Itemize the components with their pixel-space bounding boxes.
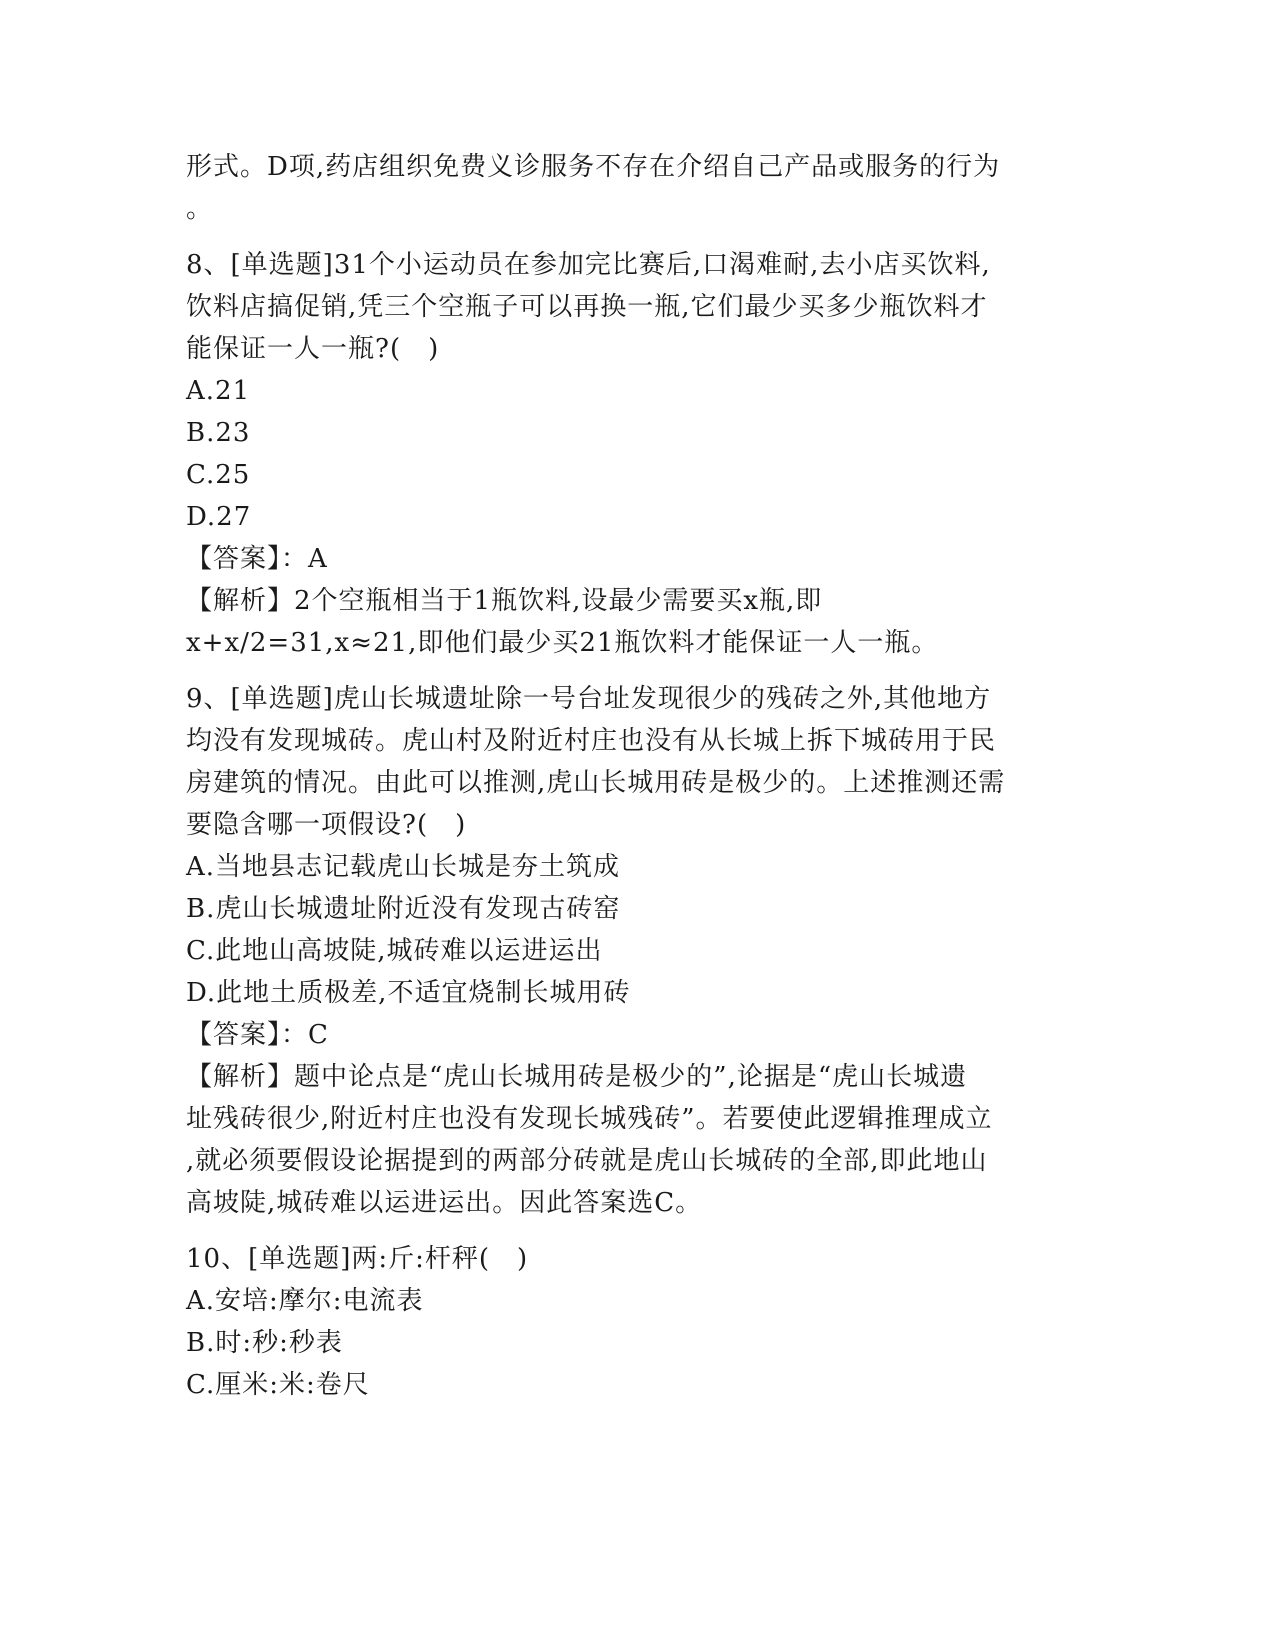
text-line: 。 xyxy=(186,194,214,224)
question-stem: 9、[单选题]虎山长城遗址除一号台址发现很少的残砖之外,其他地方 xyxy=(186,684,992,714)
answer-line: 【答案】：C xyxy=(186,1020,329,1050)
option-b: B.23 xyxy=(186,418,251,448)
question-stem: 房建筑的情况。由此可以推测,虎山长城用砖是极少的。上述推测还需 xyxy=(186,768,1006,798)
question-stem: 要隐含哪一项假设?( ) xyxy=(186,810,467,840)
question-stem: 10、[单选题]两:斤:杆秤( ) xyxy=(186,1244,529,1274)
question-stem: 饮料店搞促销,凭三个空瓶子可以再换一瓶,它们最少买多少瓶饮料才 xyxy=(186,292,988,322)
option-a: A.安培:摩尔:电流表 xyxy=(186,1286,424,1316)
option-a: A.21 xyxy=(186,376,251,406)
question-10 xyxy=(186,1238,1076,1406)
question-8 xyxy=(186,244,1076,664)
option-d: D.此地土质极差,不适宜烧制长城用砖 xyxy=(186,978,631,1008)
text-line: 形式。D项,药店组织免费义诊服务不存在介绍自己产品或服务的行为 xyxy=(186,152,1001,182)
analysis-line: 【解析】题中论点是“虎山长城用砖是极少的”,论据是“虎山长城遗 xyxy=(186,1062,968,1092)
option-c: C.此地山高坡陡,城砖难以运进运出 xyxy=(186,936,603,966)
analysis-line: ,就必须要假设论据提到的两部分砖就是虎山长城砖的全部,即此地山 xyxy=(186,1146,988,1176)
document-page xyxy=(186,146,1076,1406)
analysis-line: 高坡陡,城砖难以运进运出。因此答案选C。 xyxy=(186,1188,703,1218)
option-d: D.27 xyxy=(186,502,252,532)
question-9 xyxy=(186,678,1076,1224)
option-b: B.虎山长城遗址附近没有发现古砖窑 xyxy=(186,894,621,924)
option-c: C.25 xyxy=(186,460,251,490)
question-stem: 能保证一人一瓶?( ) xyxy=(186,334,440,364)
option-b: B.时:秒:秒表 xyxy=(186,1328,343,1358)
continuation-text xyxy=(186,146,1076,230)
answer-line: 【答案】：A xyxy=(186,544,328,574)
analysis-line: x+x/2=31,x≈21,即他们最少买21瓶饮料才能保证一人一瓶。 xyxy=(186,628,939,658)
question-stem: 均没有发现城砖。虎山村及附近村庄也没有从长城上拆下城砖用于民 xyxy=(186,726,997,756)
option-a: A.当地县志记载虎山长城是夯土筑成 xyxy=(186,852,621,882)
question-stem: 8、[单选题]31个小运动员在参加完比赛后,口渴难耐,去小店买饮料, xyxy=(186,250,991,280)
analysis-line: 址残砖很少,附近村庄也没有发现长城残砖”。若要使此逻辑推理成立 xyxy=(186,1104,993,1134)
option-c: C.厘米:米:卷尺 xyxy=(186,1370,370,1400)
analysis-line: 【解析】2个空瓶相当于1瓶饮料,设最少需要买x瓶,即 xyxy=(186,586,823,616)
